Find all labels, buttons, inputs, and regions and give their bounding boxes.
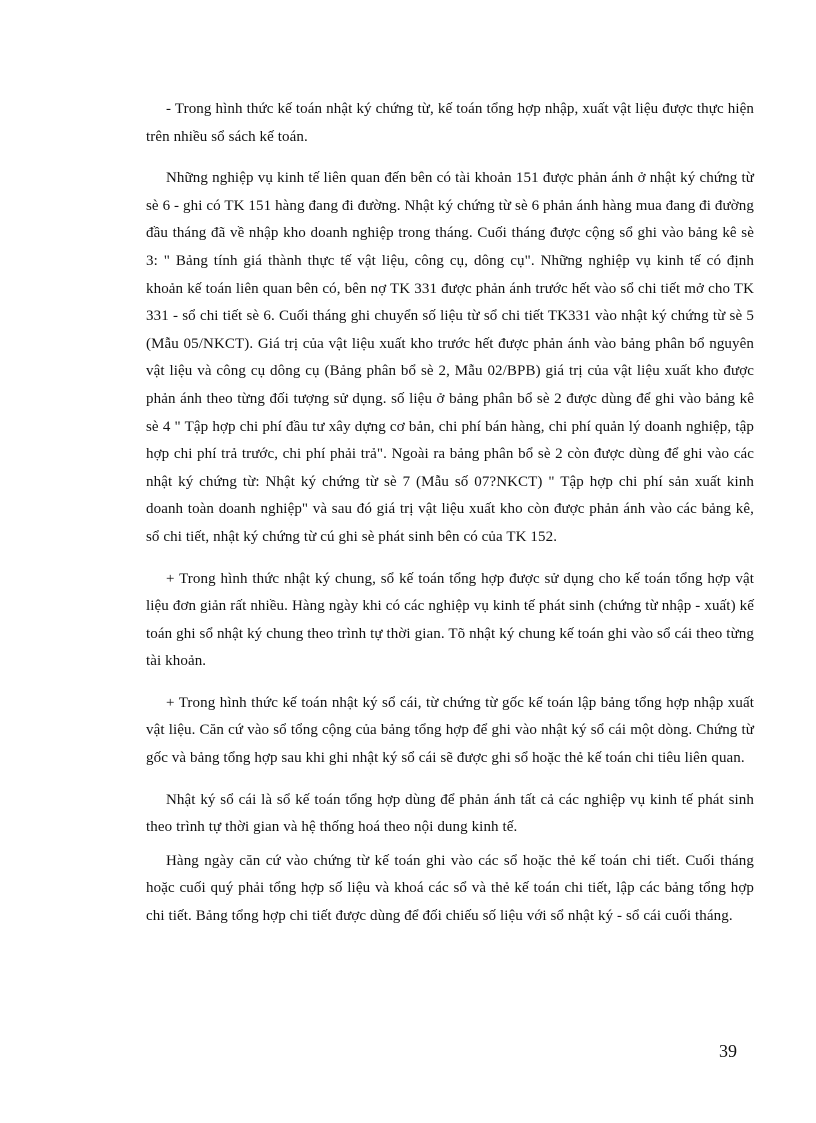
paragraph-1: - Trong hình thức kế toán nhật ký chứng từ, kế toán tổng hợp nhập, xuất vật liệu được thực hiện trên nhiều sổ sách kế toán. xyxy=(146,101,754,145)
paragraph-6: Hàng ngày căn cứ vào chứng từ kế toán ghi vào các sổ hoặc thẻ kế toán chi tiết. Cuối tháng hoặc cuối quý phải tổng hợp số liệu và khoá các sổ và thẻ kế toán chi tiết, lập các bảng tổng hợp chi tiết. Bảng tổng hợp chi tiết được dùng để đối chiếu số liệu với sổ nhật ký - sổ cái cuối tháng. xyxy=(146,852,754,925)
paragraph-2: Những nghiệp vụ kinh tế liên quan đến bên có tài khoản 151 được phản ánh ở nhật ký chứng từ sè 6 - ghi có TK 151 hàng đang đi đường. Nhật ký chứng từ sè 6 phản ánh hàng mua đang đi đường đầu tháng đã về nhập kho doanh nghiệp trong tháng. Cuối tháng được cộng sổ ghi vào bảng kê sè 3: " Bảng tính giá thành thực tế vật liệu, công cụ, dông cụ". Những nghiệp vụ kinh tế có định khoản kế toán liên quan bên có, bên nợ TK 331 được phản ánh trước hết vào sổ chi tiết mở cho TK 331 - sổ chi tiết sè 6. Cuối tháng ghi chuyển số liệu từ sổ chi tiết TK331 vào nhật ký chứng từ sè 5 (Mẫu 05/NKCT). Giá trị của vật liệu xuất kho trước hết được phản ánh vào bảng phân bổ nguyên vật liệu và công cụ dông cụ (Bảng phân bổ sè 2, Mẫu 02/BPB) giá trị của vật liệu xuất kho được phản ánh theo từng đối tượng sử dụng. số liệu ở bảng phân bổ sè 2 được dùng để ghi vào bảng kê sè 4 " Tập hợp chi phí đầu tư xây dựng cơ bản, chi phí bán hàng, chi phí quản lý doanh nghiệp, tập hợp chi phí trả trước, chi phí phải trả". Ngoài ra bảng phân bổ sè 2 còn được dùng để ghi vào các nhật ký chứng từ: Nhật ký chứng từ sè 7 (Mẫu số 07?NKCT) " Tập hợp chi phí sản xuất kinh doanh toàn doanh nghiệp" và sau đó giá trị vật liệu xuất kho còn được phản ánh vào các bảng kê, sổ chi tiết, nhật ký chứng từ cú ghi sè phát sinh bên có của TK 152. xyxy=(146,170,754,545)
paragraph-3: + Trong hình thức nhật ký chung, sổ kế toán tổng hợp được sử dụng cho kế toán tổng hợp vật liệu đơn giản rất nhiều. Hàng ngày khi có các nghiệp vụ kinh tế phát sinh (chứng từ nhập - xuất) kế toán ghi sổ nhật ký chung theo trình tự thời gian. Tõ nhật ký chung kế toán ghi vào sổ cái theo từng tài khoản. xyxy=(146,570,754,670)
page-number: 39 xyxy=(719,1041,737,1061)
paragraph-5: Nhật ký sổ cái là sổ kế toán tổng hợp dùng để phản ánh tất cả các nghiệp vụ kinh tế phát sinh theo trình tự thời gian và hệ thống hoá theo nội dung kinh tế. xyxy=(146,791,754,836)
paragraph-4: + Trong hình thức kế toán nhật ký sổ cái, từ chứng từ gốc kế toán lập bảng tổng hợp nhập xuất vật liệu. Căn cứ vào sổ tổng cộng của bảng tổng hợp để ghi vào nhật ký sổ cái một dòng. Chứng từ gốc và bảng tổng hợp sau khi ghi nhật ký sổ cái sẽ được ghi sổ hoặc thẻ kế toán chi tiêu liên quan. xyxy=(146,694,754,767)
body-text xyxy=(146,96,754,945)
